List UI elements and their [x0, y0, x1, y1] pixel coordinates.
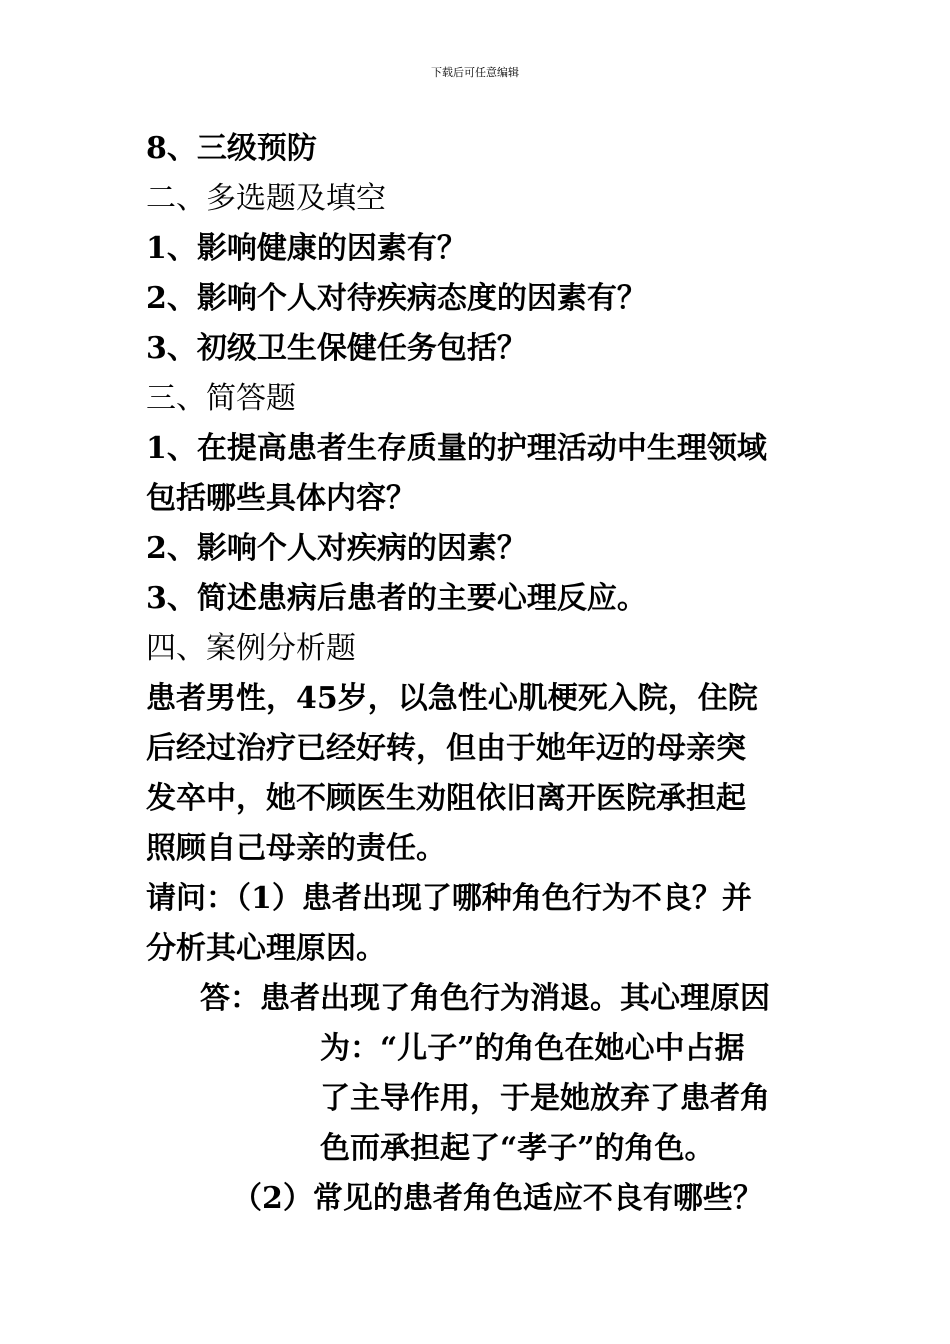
item-three-level-prevention: 8、三级预防 — [146, 131, 317, 166]
question-line: 1、影响健康的因素有？ — [146, 231, 467, 266]
document-body — [146, 124, 810, 1224]
question-line: 2、影响个人对疾病的因素？ — [146, 531, 527, 566]
section-heading-multiple-choice: 二、多选题及填空 — [146, 181, 386, 216]
answer-line: 了主导作用，于是她放弃了患者角 — [320, 1081, 770, 1116]
case-question-line: 请问：（1）患者出现了哪种角色行为不良？并 — [146, 881, 752, 916]
question-line: 3、简述患病后患者的主要心理反应。 — [146, 581, 647, 616]
case-text-line: 患者男性，45岁，以急性心肌梗死入院，住院 — [146, 681, 758, 716]
answer-line: 色而承担起了“孝子”的角色。 — [320, 1131, 715, 1166]
answer-line: 为：“儿子”的角色在她心中占据 — [320, 1031, 745, 1066]
case-text-line: 后经过治疗已经好转，但由于她年迈的母亲突 — [146, 731, 746, 766]
question-line: 2、影响个人对待疾病态度的因素有？ — [146, 281, 647, 316]
case-question-line: 分析其心理原因。 — [146, 931, 386, 966]
question-line: 1、在提高患者生存质量的护理活动中生理领域 — [146, 431, 767, 466]
case-text-line: 发卒中，她不顾医生劝阻依旧离开医院承担起 — [146, 781, 746, 816]
answer-line: 答：患者出现了角色行为消退。其心理原因 — [200, 981, 770, 1016]
section-heading-short-answer: 三、简答题 — [146, 381, 296, 416]
section-heading-case-analysis: 四、案例分析题 — [146, 631, 356, 666]
page-header-note: 下载后可任意编辑 — [431, 66, 519, 79]
question-line: 包括哪些具体内容？ — [146, 481, 416, 516]
question-line: 3、初级卫生保健任务包括？ — [146, 331, 527, 366]
case-text-line: 照顾自己母亲的责任。 — [146, 831, 446, 866]
case-question-line: （2）常见的患者角色适应不良有哪些？ — [232, 1181, 763, 1216]
